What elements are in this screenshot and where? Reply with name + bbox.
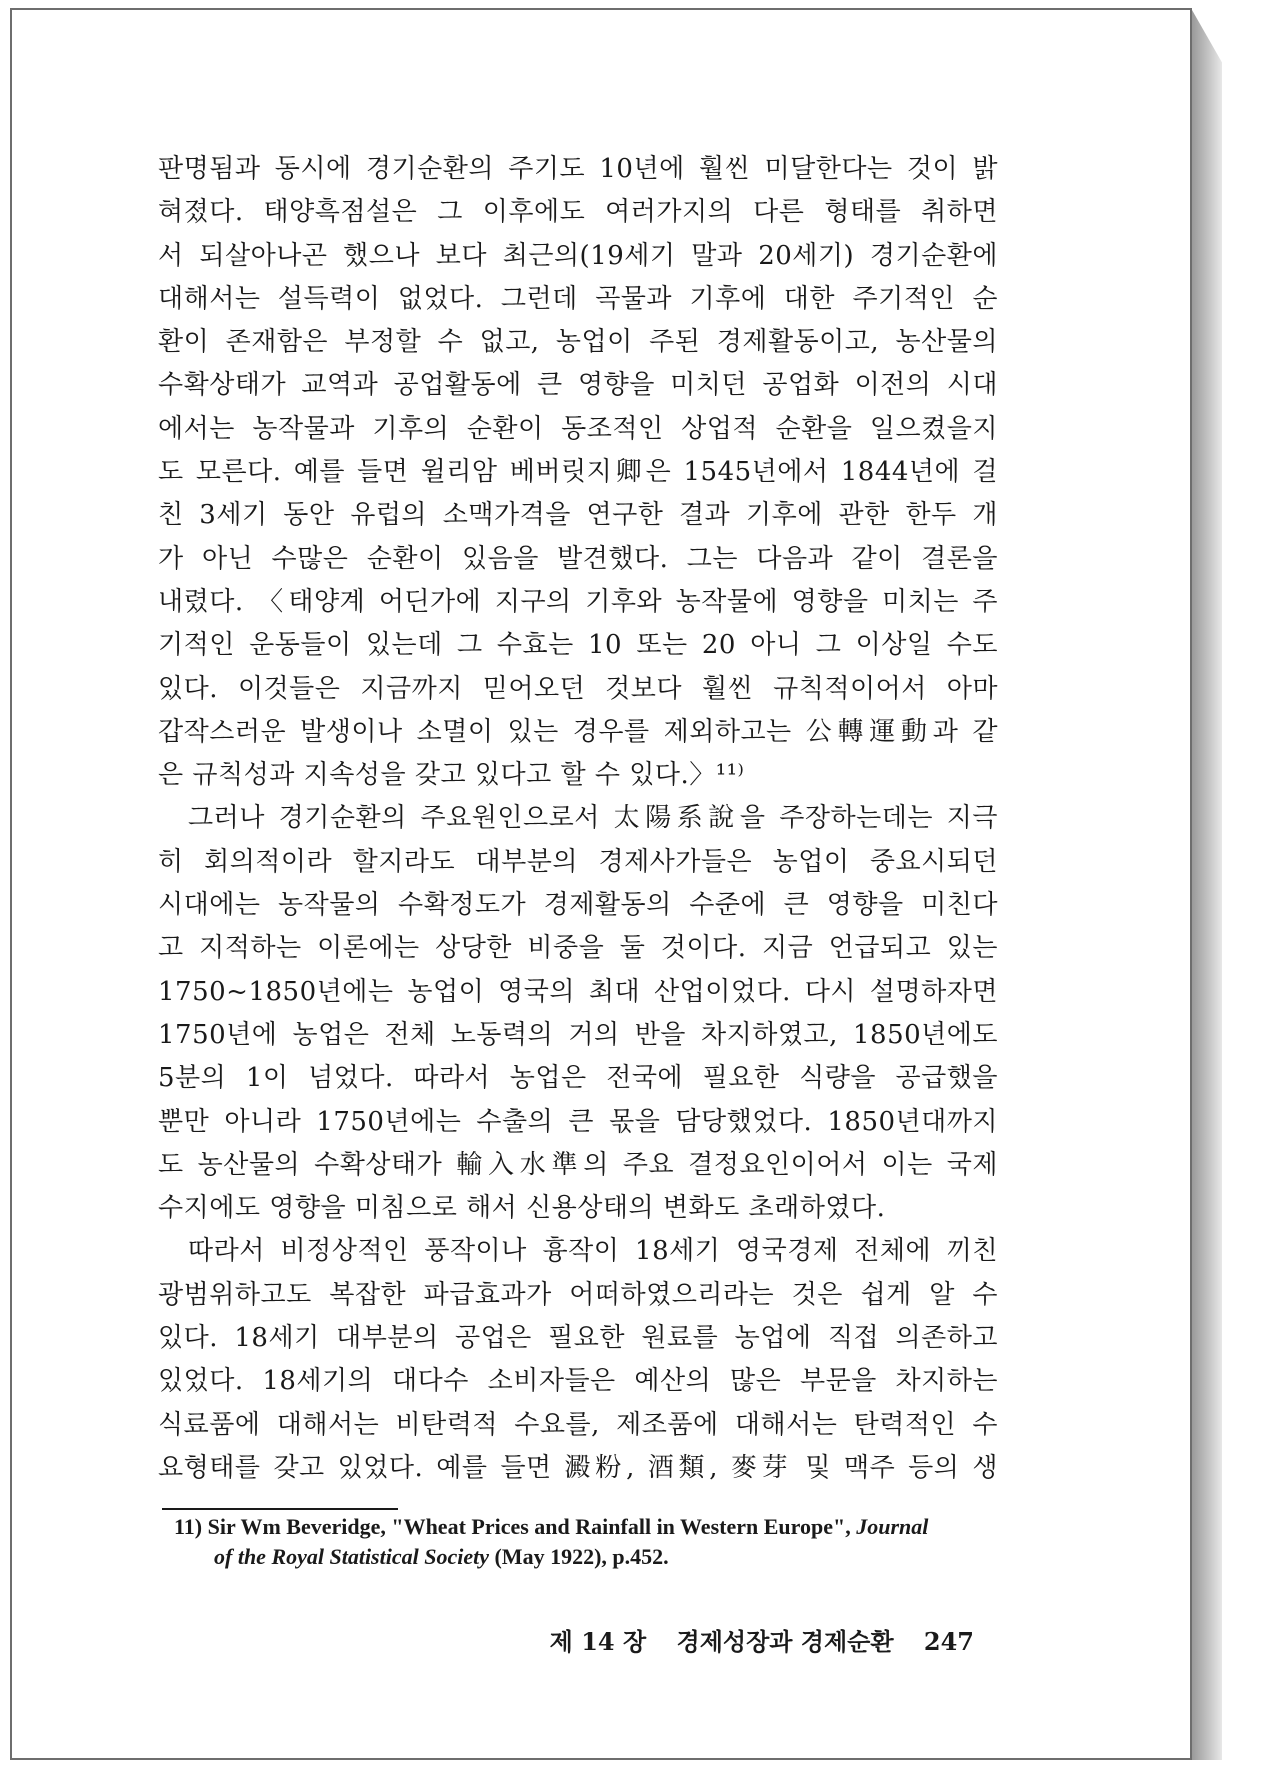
text-line: 친 3세기 동안 유럽의 소맥가격을 연구한 결과 기후에 관한 한두 개	[158, 500, 998, 531]
text-line: 대해서는 설득력이 없었다. 그런데 곡물과 기후에 대한 주기적인 순	[158, 283, 998, 314]
text-line: 기적인 운동들이 있는데 그 수효는 10 또는 20 아니 그 이상일 수도	[158, 630, 998, 661]
text-line: 갑작스러운 발생이나 소멸이 있는 경우를 제외하고는 公轉運動과 같	[158, 716, 998, 747]
text-line: 요형태를 갖고 있었다. 예를 들면 澱粉, 酒類, 麥芽 및 맥주 등의 생	[158, 1452, 998, 1483]
text-line: 식료품에 대해서는 비탄력적 수요를, 제조품에 대해서는 탄력적인 수	[158, 1409, 998, 1440]
text-line: 내렸다. 〈태양계 어딘가에 지구의 기후와 농작물에 영향을 미치는 주	[158, 586, 998, 617]
text-line: 수지에도 영향을 미침으로 해서 신용상태의 변화도 초래하였다.	[158, 1193, 886, 1224]
text-line: 가 아닌 수많은 순환이 있음을 발견했다. 그는 다음과 같이 결론을	[158, 543, 998, 574]
text-line: 도 농산물의 수확상태가 輸入水準의 주요 결정요인이어서 이는 국제	[158, 1149, 998, 1180]
body-text	[158, 148, 998, 1490]
footnote-journal-part2: of the Royal Statistical Society	[214, 1544, 489, 1569]
book-page	[10, 8, 1192, 1760]
footnote-rule	[162, 1508, 398, 1510]
footnote-author: Sir Wm Beveridge,	[207, 1514, 386, 1539]
text-line: 있다. 18세기 대부분의 공업은 필요한 원료를 농업에 직접 의존하고	[158, 1323, 998, 1354]
text-line: 5분의 1이 넘었다. 따라서 농업은 전국에 필요한 식량을 공급했을	[158, 1063, 998, 1094]
text-line: 서 되살아나곤 했으나 보다 최근의(19세기 말과 20세기) 경기순환에	[158, 240, 998, 271]
footnote-marker: 11)	[174, 1514, 203, 1539]
page-edge-shadow	[1192, 10, 1222, 1760]
text-line: 혀졌다. 태양흑점설은 그 이후에도 여러가지의 다른 형태를 취하면	[158, 197, 998, 228]
footnote-line-2	[174, 1542, 1004, 1572]
footnote-details: (May 1922), p.452.	[494, 1544, 669, 1569]
footer-chapter-title: 경제성장과 경제순환	[676, 1627, 894, 1656]
page-number: 247	[923, 1627, 974, 1656]
footnote-line-1	[174, 1512, 1004, 1542]
text-line: 히 회의적이라 할지라도 대부분의 경제사가들은 농업이 중요시되던	[158, 846, 998, 877]
text-line: 도 모른다. 예를 들면 윌리암 베버릿지卿은 1545년에서 1844년에 걸	[158, 457, 998, 488]
text-line: 에서는 농작물과 기후의 순환이 동조적인 상업적 순환을 일으켰을지	[158, 413, 998, 444]
text-line: 뿐만 아니라 1750년에는 수출의 큰 몫을 담당했었다. 1850년대까지	[158, 1106, 998, 1137]
text-line: 시대에는 농작물의 수확정도가 경제활동의 수준에 큰 영향을 미친다	[158, 890, 998, 921]
text-line: 광범위하고도 복잡한 파급효과가 어떠하였으리라는 것은 쉽게 알 수	[158, 1279, 998, 1310]
text-line: 은 규칙성과 지속성을 갖고 있다고 할 수 있다.〉¹¹⁾	[158, 760, 745, 791]
text-line: 있었다. 18세기의 대다수 소비자들은 예산의 많은 부문을 차지하는	[158, 1366, 998, 1397]
footnote-journal-part1: Journal	[856, 1514, 929, 1539]
text-line: 1750년에 농업은 전체 노동력의 거의 반을 차지하였고, 1850년에도	[158, 1019, 998, 1050]
running-footer	[550, 1622, 974, 1657]
text-line: 수확상태가 교역과 공업활동에 큰 영향을 미치던 공업화 이전의 시대	[158, 370, 998, 401]
text-line: 판명됨과 동시에 경기순환의 주기도 10년에 훨씬 미달한다는 것이 밝	[158, 154, 998, 184]
text-line: 따라서 비정상적인 풍작이나 흉작이 18세기 영국경제 전체에 끼친	[188, 1236, 998, 1267]
footnote-article-title: "Wheat Prices and Rainfall in Western Europe",	[391, 1514, 851, 1539]
text-line: 고 지적하는 이론에는 상당한 비중을 둘 것이다. 지금 언급되고 있는	[158, 933, 998, 964]
text-line: 1750~1850년에는 농업이 영국의 최대 산업이었다. 다시 설명하자면	[158, 976, 998, 1007]
text-line: 그러나 경기순환의 주요원인으로서 太陽系說을 주장하는데는 지극	[188, 803, 998, 834]
footnote	[174, 1512, 1004, 1572]
text-line: 환이 존재함은 부정할 수 없고, 농업이 주된 경제활동이고, 농산물의	[158, 327, 998, 358]
text-line: 있다. 이것들은 지금까지 믿어오던 것보다 훨씬 규칙적이어서 아마	[158, 673, 998, 704]
footer-chapter: 제 14 장	[549, 1627, 647, 1656]
